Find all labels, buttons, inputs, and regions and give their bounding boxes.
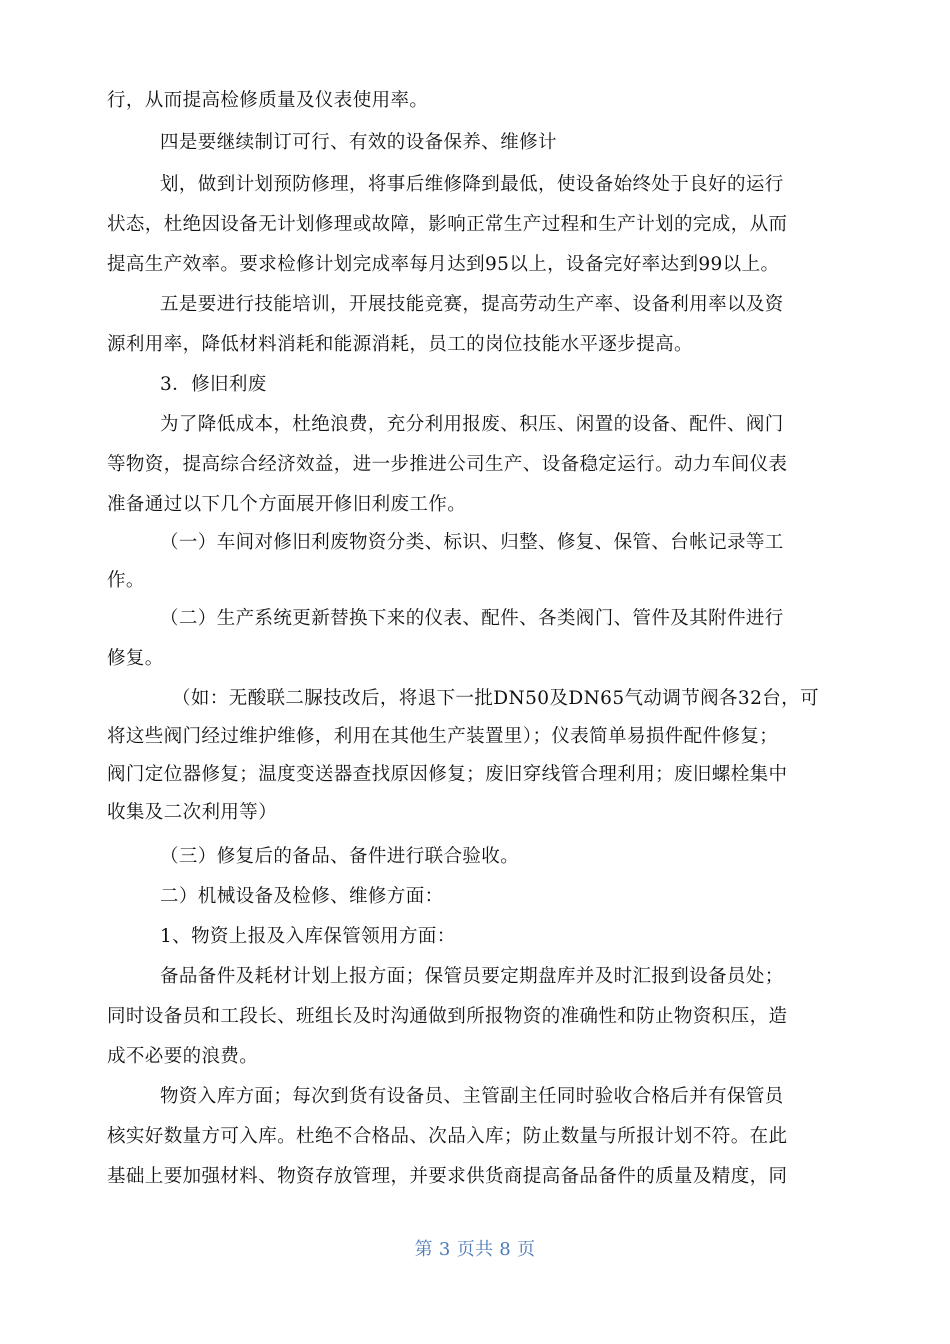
example-line-1: （如：无酸联二脲技改后，将退下一批DN50及DN65气动调节阀各32台，可 xyxy=(172,688,819,709)
body-line-27: 核实好数量方可入库。杜绝不合格品、次品入库；防止数量与所报计划不符。在此 xyxy=(107,1126,788,1147)
page-footer: 第 3 页共 8 页 xyxy=(414,1239,536,1260)
list-item-2-cont: 修复。 xyxy=(107,648,164,669)
body-line-9: 为了降低成本，杜绝浪费，充分利用报废、积压、闲置的设备、配件、阀门 xyxy=(160,414,784,435)
body-line-28: 基础上要加强材料、物资存放管理，并要求供货商提高备品备件的质量及精度，同 xyxy=(107,1166,788,1187)
body-line-2: 四是要继续制订可行、有效的设备保养、维修计 xyxy=(160,132,557,153)
example-line-2: 将这些阀门经过维护维修，利用在其他生产装置里）；仪表简单易损件配件修复； xyxy=(107,726,779,747)
body-line-24: 同时设备员和工段长、班组长及时沟通做到所报物资的准确性和防止物资积压，造 xyxy=(107,1006,788,1027)
example-line-3: 阀门定位器修复；温度变送器查找原因修复；废旧穿线管合理利用；废旧螺栓集中 xyxy=(107,764,788,785)
body-line-1: 行，从而提高检修质量及仪表使用率。 xyxy=(107,90,429,111)
body-line-7: 源利用率，降低材料消耗和能源消耗，员工的岗位技能水平逐步提高。 xyxy=(107,334,693,355)
body-line-5: 提高生产效率。要求检修计划完成率每月达到95以上，设备完好率达到99以上。 xyxy=(107,254,780,275)
list-item-1-cont: 作。 xyxy=(107,570,145,591)
example-line-4: 收集及二次利用等） xyxy=(107,802,278,823)
list-item-3: （三）修复后的备品、备件进行联合验收。 xyxy=(160,846,520,867)
body-line-6: 五是要进行技能培训，开展技能竞赛，提高劳动生产率、设备利用率以及资 xyxy=(160,294,784,315)
body-line-3: 划，做到计划预防修理，将事后维修降到最低，使设备始终处于良好的运行 xyxy=(160,174,784,195)
section-heading-3: 3．修旧利废 xyxy=(160,374,267,395)
body-line-10: 等物资，提高综合经济效益，进一步推进公司生产、设备稳定运行。动力车间仪表 xyxy=(107,454,788,475)
list-item-1: （一）车间对修旧利废物资分类、标识、归整、修复、保管、台帐记录等工 xyxy=(160,532,784,553)
body-line-25: 成不必要的浪费。 xyxy=(107,1046,259,1067)
subsection-heading-1: 1、物资上报及入库保管领用方面： xyxy=(160,926,456,947)
body-line-11: 准备通过以下几个方面展开修旧利废工作。 xyxy=(107,494,467,515)
body-line-4: 状态，杜绝因设备无计划修理或故障，影响正常生产过程和生产计划的完成，从而 xyxy=(107,214,788,235)
body-line-23: 备品备件及耗材计划上报方面；保管员要定期盘库并及时汇报到设备员处； xyxy=(160,966,784,987)
body-line-26: 物资入库方面；每次到货有设备员、主管副主任同时验收合格后并有保管员 xyxy=(160,1086,784,1107)
list-item-2: （二）生产系统更新替换下来的仪表、配件、各类阀门、管件及其附件进行 xyxy=(160,608,784,629)
section-heading-2: 二）机械设备及检修、维修方面： xyxy=(160,886,444,907)
